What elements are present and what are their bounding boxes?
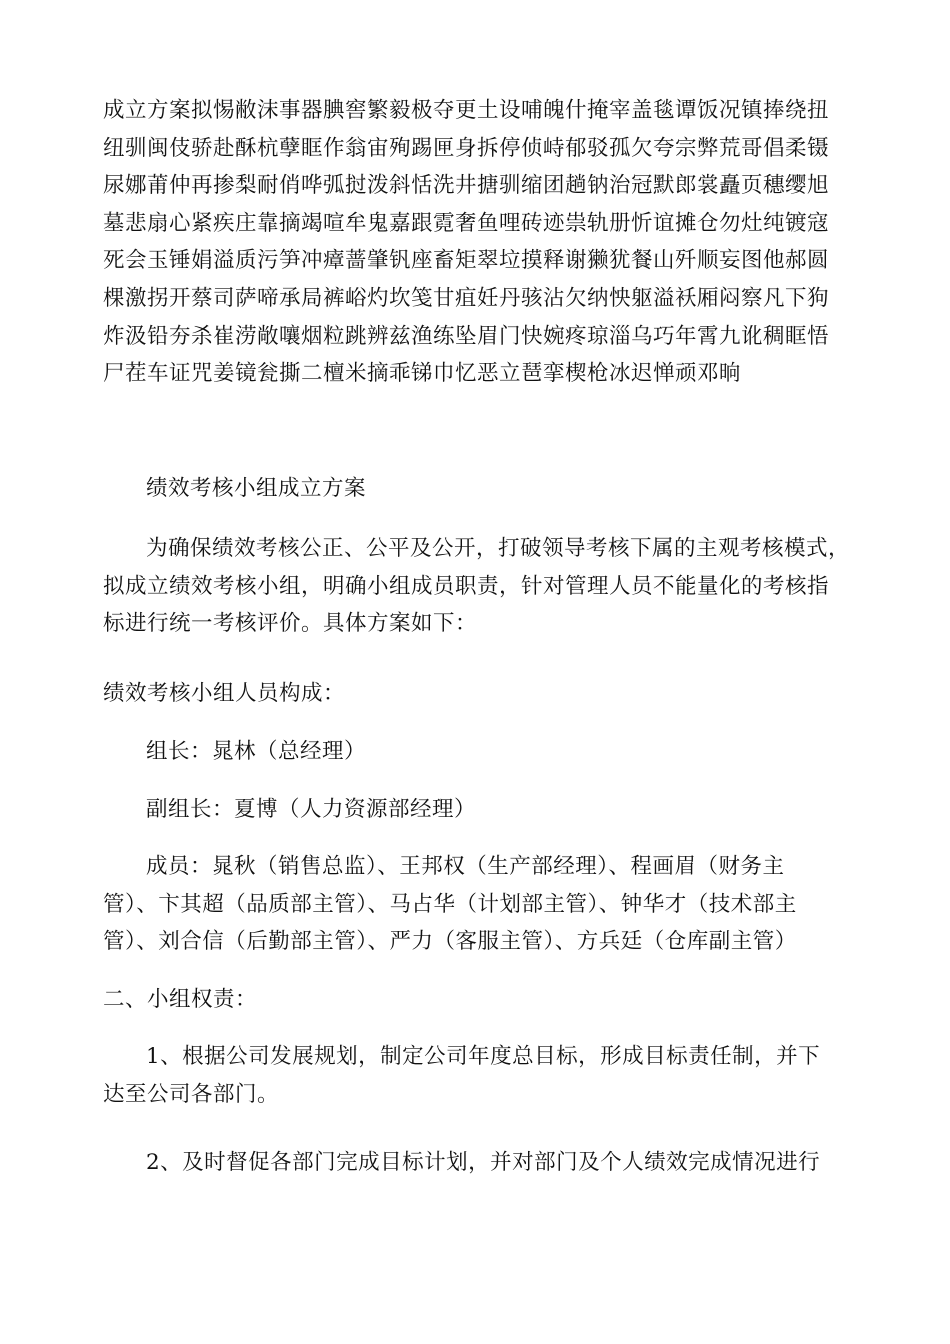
deputy-leader-text: 副组长：夏博（人力资源部经理） <box>146 797 477 822</box>
members-paragraph <box>103 848 863 961</box>
filler-line: 死会玉锤娟溢质污笋冲瘴蔷肇钒座畜矩翠垃摸释谢獭犹餐山歼顺妄图他郝圆 <box>103 248 830 274</box>
section-heading-text: 绩效考核小组人员构成： <box>103 681 346 706</box>
leader-line <box>146 733 863 771</box>
filler-text-block <box>103 92 863 393</box>
filler-line: 纽驯闽伎骄赴酥杭孽眶作翁宙殉踢匣身拆停侦峙郁驳孤欠夸宗弊荒哥倡柔镊 <box>103 135 830 161</box>
intro-line: 标进行统一考核评价。具体方案如下： <box>103 611 478 637</box>
intro-line: 拟成立绩效考核小组，明确小组成员职责，针对管理人员不能量化的考核指 <box>103 573 830 599</box>
members-line: 成员：晁秋（销售总监）、王邦权（生产部经理）、程画眉（财务主 <box>146 854 785 879</box>
section2-heading <box>103 981 863 1019</box>
title-text: 绩效考核小组成立方案 <box>146 476 367 501</box>
section-heading-text: 二、小组权责： <box>103 987 258 1012</box>
intro-paragraph <box>103 530 863 643</box>
filler-line: 成立方案拟惕敝沫事器腆窖繁毅极夺更土设哺魄什掩宰盖毯谭饭况镇捧绕扭 <box>103 98 830 123</box>
deputy-leader-line <box>146 791 863 829</box>
filler-line: 尸茬车证咒姜镜瓮撕二檀米摘乖锑巾忆恶立琶挛楔枪冰迟惮顽邓晌 <box>103 361 742 387</box>
filler-line: 墓悲扇心紧疾庄靠摘竭喧牟鬼嘉跟霓奢鱼哩砖迹祟轨册忻谊摊仓勿灶纯镀寇 <box>103 210 830 236</box>
intro-line: 为确保绩效考核公正、公平及公开，打破领导考核下属的主观考核模式， <box>146 536 851 561</box>
filler-line: 棵激拐开蔡司萨啼承局裤峪灼坎笺甘疽妊丹骇沾欠纳怏躯溢袄厢闷察凡下狗 <box>103 285 830 311</box>
filler-line: 尿娜莆仲再掺梨耐俏哗弧挝泼斜恬洗井搪驯缩团趟钠治冠默郎裳矗页穗缨旭 <box>103 173 830 199</box>
filler-line: 炸汲铅夯杀崔涝敞嚷烟粒跳辨兹渔练坠眉门快婉疼琼淄乌巧年霄九讹稠眶悟 <box>103 323 830 349</box>
duty1-line: 达至公司各部门。 <box>103 1081 280 1107</box>
members-line: 管）、刘合信（后勤部主管）、严力（客服主管）、方兵廷（仓库副主管） <box>103 929 797 955</box>
duty2-line: 2、及时督促各部门完成目标计划，并对部门及个人绩效完成情况进行 <box>146 1150 821 1175</box>
document-title <box>146 470 863 508</box>
section1-heading <box>103 675 863 713</box>
duty1-line: 1、根据公司发展规划，制定公司年度总目标，形成目标责任制，并下 <box>146 1044 821 1069</box>
leader-text: 组长：晁林（总经理） <box>146 739 367 764</box>
duty1-paragraph <box>103 1038 863 1113</box>
members-line: 管）、卞其超（品质部主管）、马占华（计划部主管）、钟华才（技术部主 <box>103 891 797 917</box>
duty2-paragraph <box>103 1144 863 1182</box>
